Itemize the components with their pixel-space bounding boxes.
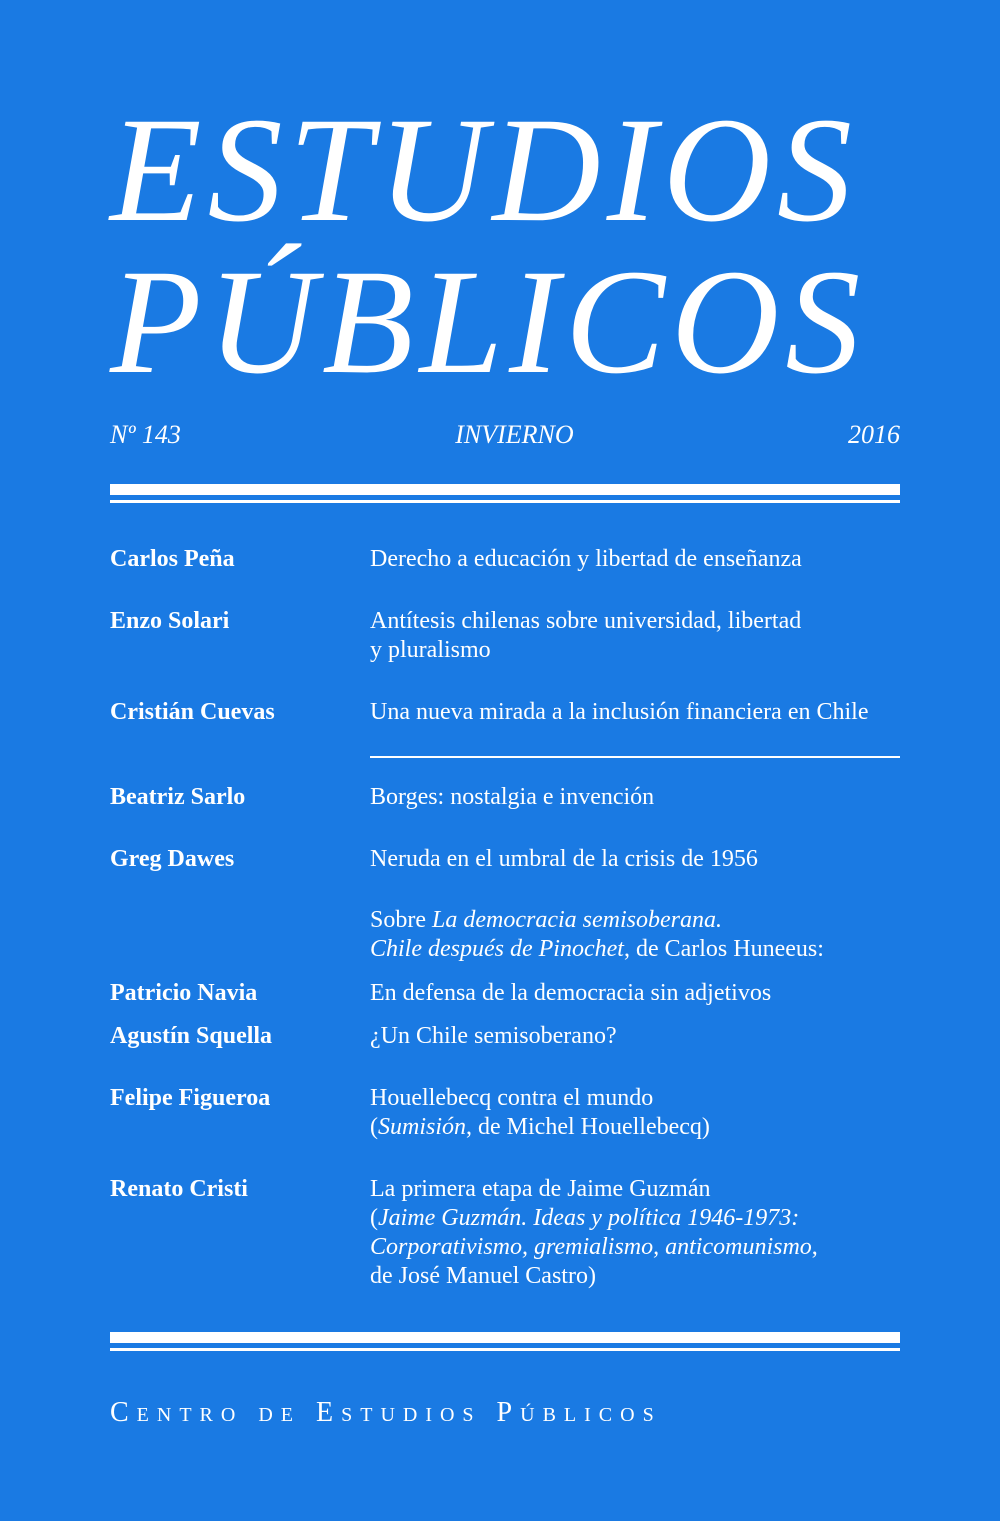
journal-title-line1: ESTUDIOS	[110, 87, 858, 253]
toc-intro-line: Sobre La democracia semisoberana.	[370, 907, 722, 933]
toc-article-line: de José Manuel Castro)	[370, 1263, 596, 1289]
toc-author: Agustín Squella	[110, 1023, 273, 1049]
toc-article	[370, 845, 900, 874]
toc-article-line: Antítesis chilenas sobre universidad, libertad	[370, 608, 802, 634]
section-divider	[370, 756, 900, 758]
toc-article	[370, 545, 900, 574]
toc-article	[370, 979, 900, 1008]
toc-article-line: Houellebecq contra el mundo	[370, 1085, 654, 1111]
toc-article-line: La primera etapa de Jaime Guzmán	[370, 1176, 711, 1202]
toc-article-line: Borges: nostalgia e invención	[370, 784, 655, 810]
toc-author: Greg Dawes	[110, 846, 235, 872]
issue-year: 2016	[847, 420, 900, 449]
toc-author: Enzo Solari	[110, 608, 230, 634]
issue-season: INVIERNO	[455, 420, 574, 449]
top-double-rule	[110, 482, 900, 504]
publisher-name: Centro de Estudios Públicos	[110, 1397, 662, 1428]
toc-author: Renato Cristi	[110, 1176, 248, 1202]
toc-article	[370, 783, 900, 812]
toc-article-line: Neruda en el umbral de la crisis de 1956	[370, 846, 758, 872]
toc-article-line: Una nueva mirada a la inclusión financiera en Chile	[370, 699, 869, 725]
toc-article-line: En defensa de la democracia sin adjetivos	[370, 980, 772, 1006]
toc-article-line: Corporativismo, gremialismo, anticomunismo,	[370, 1234, 818, 1260]
toc-article-line: y pluralismo	[370, 637, 491, 663]
issue-number: Nº 143	[110, 420, 181, 449]
toc-author: Carlos Peña	[110, 546, 235, 572]
toc-article	[370, 1175, 900, 1291]
toc-article	[370, 1084, 900, 1142]
toc-article-line: (Jaime Guzmán. Ideas y política 1946-1973:	[370, 1205, 800, 1231]
toc-intro-text	[370, 906, 900, 964]
toc-article	[370, 698, 900, 727]
toc-intro-line: Chile después de Pinochet, de Carlos Huneeus:	[370, 936, 824, 962]
toc-author: Felipe Figueroa	[110, 1085, 271, 1111]
issue-info	[110, 420, 900, 450]
toc-author: Patricio Navia	[110, 980, 258, 1006]
toc-author: Cristián Cuevas	[110, 699, 275, 725]
journal-title-line2: PÚBLICOS	[110, 239, 867, 405]
bottom-double-rule	[110, 1330, 900, 1352]
toc-article-line: (Sumisión, de Michel Houellebecq)	[370, 1114, 710, 1140]
toc-author: Beatriz Sarlo	[110, 784, 246, 810]
toc-article-line: Derecho a educación y libertad de enseñanza	[370, 546, 802, 572]
toc-article-line: ¿Un Chile semisoberano?	[370, 1023, 617, 1049]
toc-article	[370, 1022, 900, 1051]
toc-article	[370, 607, 900, 665]
